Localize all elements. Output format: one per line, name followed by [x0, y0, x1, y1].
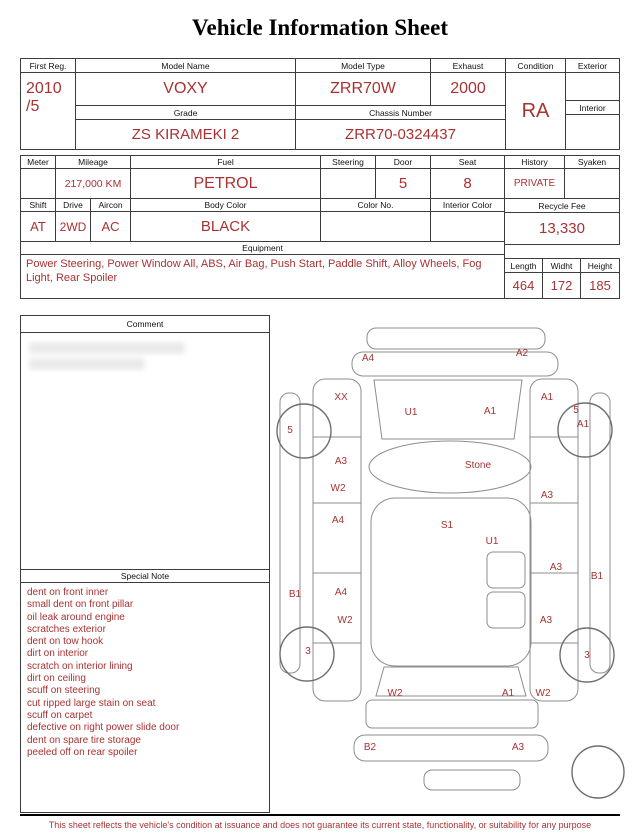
special-note-item: dent on tow hook: [27, 636, 104, 648]
interior-value: [566, 115, 619, 149]
special-note-item: oil leak around engine: [27, 611, 125, 623]
special-note-item: scratches exterior: [27, 623, 106, 635]
interior-color-label: Interior Color: [431, 199, 504, 212]
exhaust-label: Exhaust: [431, 59, 506, 73]
damage-code-label: A3: [334, 456, 348, 467]
damage-code-label: W2: [387, 688, 403, 699]
grade-label: Grade: [76, 106, 296, 120]
recycle-fee-value: 13,330: [539, 220, 585, 237]
height-value: 185: [589, 278, 611, 293]
body-color-label: Body Color: [131, 199, 321, 212]
seat-value: 8: [431, 169, 504, 199]
aircon-value: AC: [91, 212, 131, 242]
meter-value: [21, 169, 56, 199]
width-value: 172: [543, 273, 581, 298]
damage-code-label: W2: [337, 615, 353, 626]
damage-code-label: A1: [576, 419, 590, 430]
chassis-number-value: ZRR70-0324437: [296, 120, 506, 149]
footer-divider: [20, 814, 620, 816]
width-label: Widht: [543, 259, 581, 273]
front-grille-shape: [367, 328, 545, 349]
left-front-wheel: [277, 404, 331, 458]
condition-value: RA: [506, 73, 566, 149]
comment-label: Comment: [21, 316, 269, 333]
model-name-value: VOXY: [76, 73, 296, 106]
meter-label: Meter: [21, 156, 56, 169]
exhaust-value: 2000: [431, 73, 506, 106]
condition-label: Condition: [506, 59, 566, 73]
special-note-label: Special Note: [21, 569, 269, 583]
steering-label: Steering: [321, 156, 376, 169]
history-recycle-table: [505, 155, 620, 245]
color-no-value: [321, 212, 431, 242]
chassis-number-label: Chassis Number: [296, 106, 506, 120]
height-label: Height: [581, 259, 619, 273]
hood-shape: [374, 380, 522, 439]
spec-table: [20, 155, 505, 299]
steering-value: [321, 169, 376, 199]
damage-code-label: A1: [501, 688, 515, 699]
damage-code-label: A2: [515, 348, 529, 359]
special-note-item: dent on front inner: [27, 587, 109, 598]
fuel-label: Fuel: [131, 156, 321, 169]
interior-color-value: [431, 212, 504, 242]
model-type-label: Model Type: [296, 59, 431, 73]
damage-code-label: XX: [334, 392, 348, 403]
damage-code-label: 3: [584, 650, 590, 661]
damage-code-label: B1: [288, 589, 302, 600]
comment-special-note-box: [20, 315, 270, 813]
damage-code-label: A4: [334, 587, 348, 598]
damage-code-label: A3: [549, 562, 563, 573]
damage-code-label: W2: [330, 483, 346, 494]
dimensions-table: [505, 258, 620, 299]
right-front-wheel: [558, 403, 612, 457]
damage-code-label: B1: [590, 571, 604, 582]
damage-code-label: 5: [287, 425, 293, 436]
damage-code-label: 5: [573, 405, 579, 416]
door-value: 5: [376, 169, 431, 199]
equipment-label: Equipment: [21, 242, 504, 255]
special-note-item: scuff on carpet: [27, 709, 93, 721]
right-panel-dividers: [530, 437, 578, 643]
damage-code-label: A3: [539, 615, 553, 626]
body-color-value: BLACK: [131, 212, 321, 242]
windshield-shape: [369, 441, 531, 493]
damage-code-label: A4: [331, 515, 345, 526]
special-note-item: defective on right power slide door: [27, 722, 180, 734]
drive-label: Drive: [56, 199, 91, 212]
first-reg-value: [21, 73, 76, 149]
history-label: History: [505, 156, 565, 169]
special-note-item: dent on spare tire storage: [27, 734, 141, 746]
left-panel-dividers: [313, 437, 361, 643]
drive-value: 2WD: [56, 212, 91, 242]
damage-code-label: A1: [540, 392, 554, 403]
car-outline: [277, 328, 624, 798]
first-reg-month: /5: [26, 98, 40, 115]
vehicle-header-table: [20, 58, 620, 150]
redacted-text-blob: [29, 342, 185, 354]
special-note-item: scuff on steering: [27, 685, 101, 697]
special-note-item: cut ripped large stain on seat: [27, 697, 156, 709]
damage-code-label: 3: [305, 646, 311, 657]
exterior-label: Exterior: [566, 59, 619, 73]
shift-label: Shift: [21, 199, 56, 212]
damage-code-label: U1: [485, 536, 499, 547]
first-reg-label: First Reg.: [21, 59, 76, 73]
special-note-item: small dent on front pillar: [27, 599, 134, 611]
color-no-label: Color No.: [321, 199, 431, 212]
mileage-label: Mileage: [56, 156, 131, 169]
length-value: 464: [505, 273, 543, 298]
equipment-value: Power Steering, Power Window All, ABS, Air Bag, Push Start, Paddle Shift, Alloy Wheels, Fog Light, Rear Spoiler: [26, 258, 482, 284]
special-note-list: [21, 583, 269, 811]
syaken-label: Syaken: [565, 156, 619, 169]
mileage-value: 217,000 KM: [56, 169, 131, 199]
right-side-panel-shape: [530, 379, 578, 701]
shift-value: AT: [21, 212, 56, 242]
length-label: Length: [505, 259, 543, 273]
special-note-item: scratch on interior lining: [27, 660, 133, 672]
footer-disclaimer: This sheet reflects the vehicle's condition at issuance and does not guarantee its current state, functionality, or suitability for any purpose: [48, 820, 592, 830]
damage-code-label: Stone: [464, 460, 492, 471]
left-side-panel-shape: [313, 379, 361, 701]
damage-labels: [287, 348, 603, 753]
comment-area: [21, 333, 269, 569]
model-name-label: Model Name: [76, 59, 296, 73]
damage-code-label: B2: [363, 742, 377, 753]
syaken-value: [565, 169, 619, 199]
first-reg-year: 2010: [26, 80, 62, 97]
aircon-label: Aircon: [91, 199, 131, 212]
grade-value: ZS KIRAMEKI 2: [76, 120, 296, 149]
seat-label: Seat: [431, 156, 504, 169]
interior-label: Interior: [566, 101, 619, 115]
special-note-item: dirt on ceiling: [27, 673, 86, 685]
redacted-text-blob: [29, 358, 145, 370]
car-damage-diagram: [268, 315, 638, 815]
damage-code-label: S1: [440, 520, 454, 531]
damage-code-label: U1: [404, 407, 418, 418]
damage-code-label: A3: [540, 490, 554, 501]
damage-code-label: A4: [361, 353, 375, 364]
spare-tire-shape: [572, 746, 624, 798]
damage-code-label: A1: [483, 406, 497, 417]
fuel-value: PETROL: [131, 169, 321, 199]
damage-code-label: A3: [511, 742, 525, 753]
door-label: Door: [376, 156, 431, 169]
roof-detail-shape: [487, 552, 525, 588]
damage-code-label: W2: [535, 688, 551, 699]
roof-detail-shape: [487, 592, 525, 628]
rear-garnish-shape: [424, 770, 520, 790]
tailgate-shape: [366, 700, 538, 728]
exterior-value: [566, 73, 619, 101]
special-note-item: peeled off on rear spoiler: [27, 746, 138, 758]
special-note-item: dirt on interior: [27, 648, 89, 660]
recycle-fee-label: Recycle Fee: [505, 199, 619, 213]
model-type-value: ZRR70W: [296, 73, 431, 106]
page-title: Vehicle Information Sheet: [192, 15, 448, 40]
history-value: PRIVATE: [505, 169, 565, 199]
